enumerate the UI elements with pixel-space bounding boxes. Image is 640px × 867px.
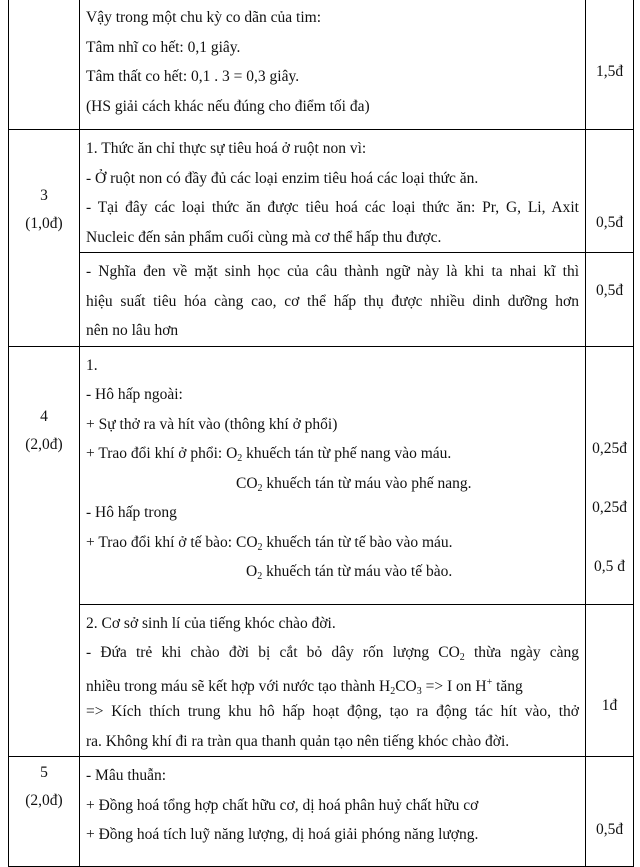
answer-line: Tâm nhĩ co hết: 0,1 giây.: [86, 38, 241, 56]
answer-line: - Hô hấp ngoài:: [86, 386, 183, 403]
answer-line: - Đứa trẻ khi chào đời bị cắt bỏ dây rốn lượng $CO_2$ thừa ngày càng: [86, 644, 579, 663]
score-value: 1,5đ: [595, 63, 624, 80]
answer-line: $O_2$ khuếch tán từ máu vào tế bào.: [246, 563, 453, 582]
score-value: 0,5đ: [595, 282, 624, 299]
answer-line: Vậy trong một chu kỳ co dãn của tim:: [86, 9, 322, 26]
answer-line: - Ở ruột non có đầy đủ các loại enzim tiêu hoá các loại thức ăn.: [86, 169, 479, 187]
answer-line: 1. Thức ăn chỉ thực sự tiêu hoá ở ruột non vì:: [86, 140, 367, 157]
table-row: [9, 757, 634, 867]
score-cell: [586, 604, 634, 757]
answer-line: Tâm thất co hết: 0,1 . 3 = 0,3 giây.: [86, 68, 300, 85]
answer-line: hiệu suất tiêu hóa càng cao, cơ thể hấp thụ được nhiều dinh dưỡng hơn: [86, 292, 579, 310]
score-cell: [586, 346, 634, 604]
score-value: 0,25đ: [592, 439, 627, 457]
answer-cell: [80, 604, 586, 757]
answer-cell: [80, 0, 586, 130]
score-cell: [586, 0, 634, 130]
answer-line: ra. Không khí đi ra tràn qua thanh quản tạo nên tiếng khóc chào đời.: [86, 732, 510, 750]
answer-table: [8, 0, 634, 867]
question-cell: [9, 346, 80, 757]
answer-line: - Mâu thuẫn:: [86, 767, 167, 784]
answer-cell: [80, 130, 586, 253]
answer-line: + Đồng hoá tổng hợp chất hữu cơ, dị hoá phân huỷ chất hữu cơ: [86, 796, 479, 814]
table-row: [9, 346, 634, 604]
answer-line: + Trao đổi khí ở phổi: $O_2$ khuếch tán từ phế nang vào máu.: [86, 445, 452, 464]
score-value: 1đ: [601, 696, 618, 714]
table-row: [9, 604, 634, 757]
score-value: 0,25đ: [592, 498, 627, 516]
answer-cell: [80, 757, 586, 867]
question-points: (1,0đ): [25, 215, 63, 232]
table-row: [9, 253, 634, 347]
answer-cell: [80, 253, 586, 347]
score-cell: [586, 757, 634, 867]
answer-line: + Sự thở ra và hít vào (thông khí ở phổi): [86, 415, 338, 433]
answer-line: (HS giải cách khác nếu đúng cho điểm tối đa): [86, 97, 370, 115]
answer-line: => Kích thích trung khu hô hấp hoạt động, tạo ra động tác hít vào, thở: [86, 703, 579, 720]
answer-line: Nucleic đến sản phẩm cuối cùng mà cơ thể hấp thu được.: [86, 228, 442, 246]
answer-line: nên no lâu hơn: [86, 322, 179, 339]
answer-line: + Đồng hoá tích luỹ năng lượng, dị hoá giải phóng năng lượng.: [86, 826, 479, 843]
answer-line: - Nghĩa đen về mặt sinh học của câu thành ngữ này là khi ta nhai kĩ thì: [86, 263, 579, 280]
answer-line: 1.: [86, 356, 98, 374]
table-row: [9, 130, 634, 253]
table-row: [9, 0, 634, 130]
score-value: 0,5đ: [595, 214, 624, 231]
question-points: (2,0đ): [25, 435, 63, 453]
question-cell: [9, 757, 80, 867]
answer-line: + Trao đổi khí ở tế bào: $CO_2$ khuếch tán từ tế bào vào máu.: [86, 533, 453, 553]
score-value: 0,5đ: [595, 821, 624, 838]
answer-cell: [80, 346, 586, 604]
answer-line: - Hô hấp trong: [86, 504, 177, 521]
score-cell: [586, 253, 634, 347]
question-number: 4: [40, 407, 48, 425]
question-points: (2,0đ): [25, 792, 63, 809]
score-value: 0,5 đ: [594, 557, 625, 575]
score-cell: [586, 130, 634, 253]
answer-line: 2. Cơ sở sinh lí của tiếng khóc chào đời.: [86, 614, 336, 632]
question-number: 5: [40, 764, 48, 781]
answer-line: $CO_2$ khuếch tán từ máu vào phế nang.: [236, 474, 472, 494]
answer-line: nhiều trong máu sẽ kết hợp với nước tạo thành $H_2CO_3 => I$ on H+ tăng: [86, 676, 523, 697]
question-cell: [9, 130, 80, 347]
answer-line: - Tại đây các loại thức ăn được tiêu hoá các loại thức ăn: Pr, G, Li, Axit: [86, 199, 579, 216]
question-cell: [9, 0, 80, 130]
question-number: 3: [40, 187, 48, 204]
